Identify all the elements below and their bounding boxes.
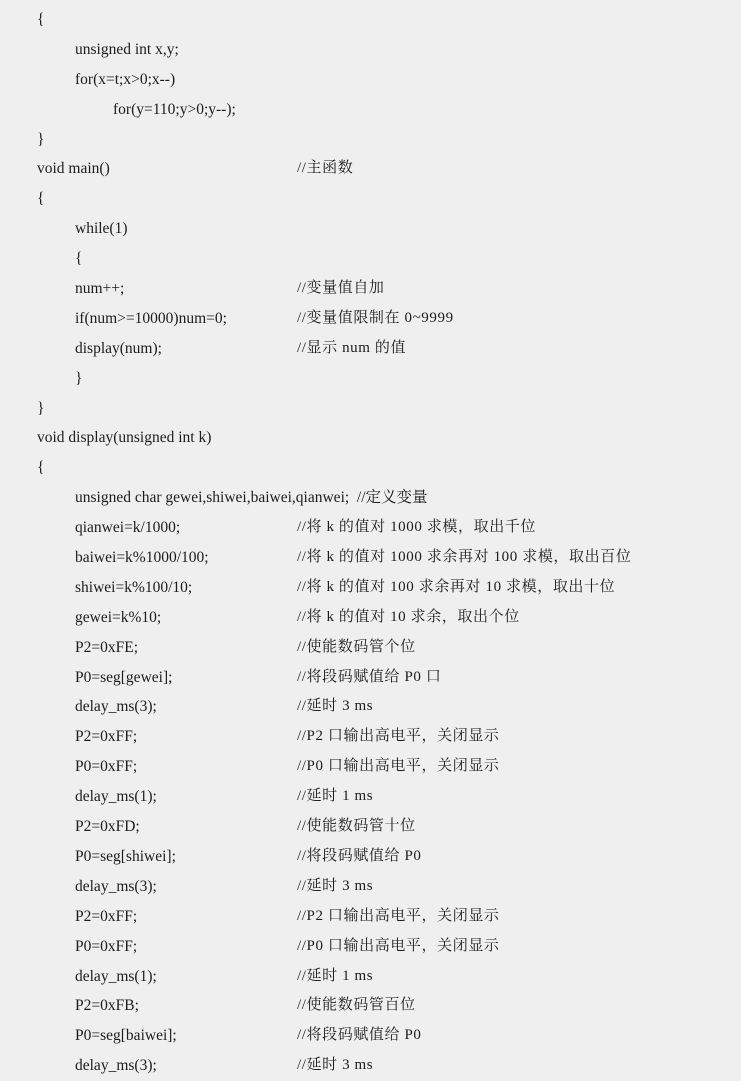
code-text: P0=seg[baiwei];	[75, 1027, 177, 1045]
code-text: P2=0xFF;	[75, 907, 138, 925]
code-text: delay_ms(1);	[75, 788, 157, 806]
code-line	[0, 962, 741, 992]
code-text: for(y=110;y>0;y--);	[113, 100, 236, 118]
code-comment: //变量值限制在 0~9999	[297, 309, 454, 326]
code-line	[0, 453, 741, 483]
code-comment: //P2 口输出高电平，关闭显示	[297, 728, 500, 745]
code-line	[0, 603, 741, 633]
code-text: delay_ms(3);	[75, 877, 157, 895]
code-line	[0, 722, 741, 752]
code-comment: //延时 3 ms	[297, 877, 374, 894]
code-text: qianwei=k/1000;	[75, 519, 181, 537]
code-line	[0, 334, 741, 364]
code-text: shiwei=k%100/10;	[75, 578, 193, 596]
code-line	[0, 5, 741, 35]
code-comment: //延时 3 ms	[297, 1057, 374, 1074]
code-text: {	[37, 11, 45, 28]
code-comment: //使能数码管百位	[297, 997, 416, 1014]
code-text: delay_ms(1);	[75, 967, 157, 985]
code-line	[0, 154, 741, 184]
code-text: {	[75, 250, 83, 268]
code-comment: //将段码赋值给 P0 口	[297, 668, 442, 685]
code-line	[0, 872, 741, 902]
code-line	[0, 573, 741, 603]
code-line	[0, 184, 741, 214]
code-text: P0=seg[gewei];	[75, 668, 173, 686]
code-text: P2=0xFF;	[75, 728, 138, 746]
code-comment: //延时 1 ms	[297, 967, 374, 984]
code-line	[0, 125, 741, 155]
code-comment: //主函数	[297, 160, 354, 177]
code-text: }	[37, 399, 45, 417]
code-text: P0=seg[shiwei];	[75, 847, 176, 865]
code-text: P0=0xFF;	[75, 937, 138, 955]
code-comment: //使能数码管个位	[297, 638, 416, 655]
code-comment: //将 k 的值对 1000 求余再对 100 求模，取出百位	[297, 549, 632, 566]
code-line	[0, 394, 741, 424]
code-line	[0, 274, 741, 304]
code-comment: //将 k 的值对 100 求余再对 10 求模，取出十位	[297, 578, 616, 595]
code-line	[0, 304, 741, 334]
code-text: gewei=k%10;	[75, 608, 162, 626]
code-line	[0, 35, 741, 65]
code-text: }	[75, 369, 83, 387]
code-text: {	[37, 459, 45, 477]
code-text: unsigned char gewei,shiwei,baiwei,qianwei; //定义变量	[75, 489, 428, 507]
code-text: while(1)	[75, 220, 128, 238]
code-text: {	[37, 190, 45, 208]
code-line	[0, 423, 741, 453]
code-text: num++;	[75, 280, 125, 298]
code-text: baiwei=k%1000/100;	[75, 549, 209, 567]
code-line	[0, 932, 741, 962]
code-comment: //P0 口输出高电平，关闭显示	[297, 937, 500, 954]
code-comment: //P0 口输出高电平，关闭显示	[297, 758, 500, 775]
code-text: P2=0xFE;	[75, 638, 139, 656]
code-line	[0, 364, 741, 394]
code-line	[0, 842, 741, 872]
code-comment: //将段码赋值给 P0	[297, 847, 422, 864]
code-line	[0, 1051, 741, 1081]
code-line	[0, 991, 741, 1021]
code-text: P0=0xFF;	[75, 758, 138, 776]
code-comment: //显示 num 的值	[297, 339, 407, 356]
code-text: P2=0xFD;	[75, 818, 140, 836]
code-line	[0, 543, 741, 573]
code-line	[0, 483, 741, 513]
code-text: void display(unsigned int k)	[37, 429, 212, 447]
code-comment: //变量值自加	[297, 280, 385, 297]
code-comment: //使能数码管十位	[297, 818, 416, 835]
code-comment: //将 k 的值对 10 求余，取出个位	[297, 608, 520, 625]
code-text: delay_ms(3);	[75, 1057, 157, 1075]
code-text: P2=0xFB;	[75, 997, 139, 1015]
code-line	[0, 663, 741, 693]
code-text: }	[37, 130, 45, 148]
code-line	[0, 513, 741, 543]
code-comment: //将段码赋值给 P0	[297, 1027, 422, 1044]
code-line	[0, 812, 741, 842]
code-line	[0, 1021, 741, 1051]
code-text: delay_ms(3);	[75, 698, 157, 716]
code-line	[0, 782, 741, 812]
code-comment: //延时 1 ms	[297, 788, 374, 805]
code-line	[0, 65, 741, 95]
code-text: display(num);	[75, 339, 162, 357]
code-line	[0, 633, 741, 663]
code-line	[0, 902, 741, 932]
code-listing	[0, 5, 741, 1081]
code-line	[0, 95, 741, 125]
code-comment: //P2 口输出高电平，关闭显示	[297, 907, 500, 924]
code-comment: //将 k 的值对 1000 求模，取出千位	[297, 519, 537, 536]
code-text: if(num>=10000)num=0;	[75, 309, 227, 327]
code-line	[0, 244, 741, 274]
code-text: unsigned int x,y;	[75, 40, 179, 58]
code-line	[0, 752, 741, 782]
code-text: for(x=t;x>0;x--)	[75, 70, 176, 88]
code-line	[0, 692, 741, 722]
code-comment: //延时 3 ms	[297, 698, 374, 715]
code-text: void main()	[37, 160, 110, 178]
code-line	[0, 214, 741, 244]
